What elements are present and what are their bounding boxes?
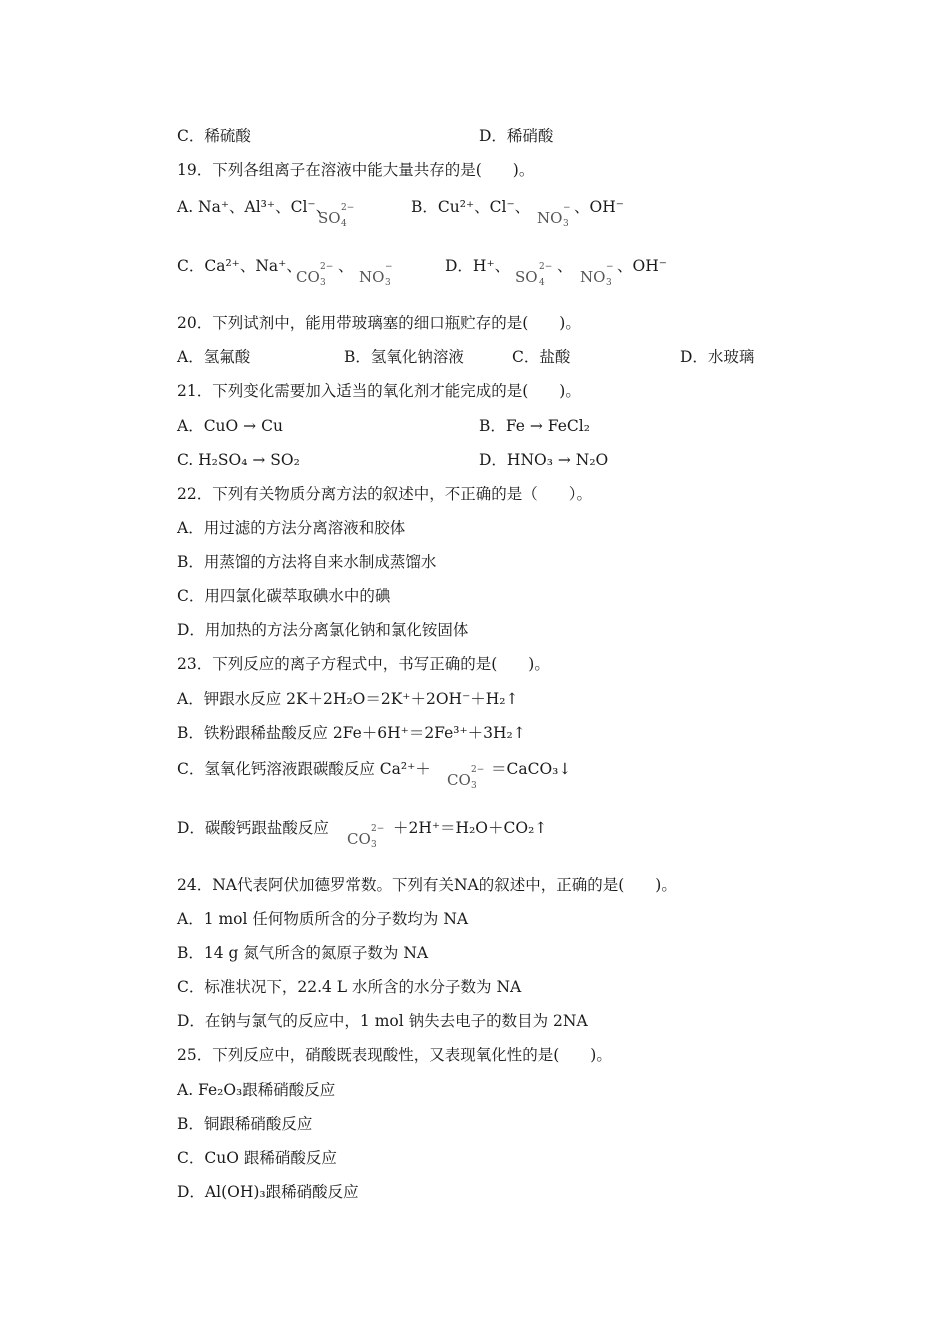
q22-stem: 22．下列有关物质分离方法的叙述中，不正确的是（ ）。 xyxy=(177,485,592,503)
ion-charge: − xyxy=(563,203,571,213)
ion-charge: 2− xyxy=(471,765,485,775)
ion-sub: 4 xyxy=(539,278,545,288)
q24-option-d: D．在钠与氯气的反应中，1 mol 钠失去电子的数目为 2NA xyxy=(177,1012,588,1030)
ion-no3: NO xyxy=(537,209,563,227)
ion-sub: 3 xyxy=(385,278,391,288)
ion-sub: 3 xyxy=(606,278,612,288)
ion-charge: 2− xyxy=(341,203,355,213)
q21-option-a: A．CuO → Cu xyxy=(177,417,283,435)
q20-option-c: C．盐酸 xyxy=(512,348,571,366)
ion-sub: 3 xyxy=(563,219,569,229)
q19-option-b: B．Cu²⁺、Cl⁻、 xyxy=(411,198,531,216)
ion-co3: CO xyxy=(447,771,471,789)
ion-charge: 2− xyxy=(539,262,553,272)
ion-sub: 3 xyxy=(371,840,377,850)
ion-charge: 2− xyxy=(320,262,334,272)
q24-stem: 24．NA代表阿伏加德罗常数。下列有关NA的叙述中，正确的是( )。 xyxy=(177,876,677,894)
q24-option-c: C．标准状况下，22.4 L 水所含的水分子数为 NA xyxy=(177,978,522,996)
ion-so4: SO xyxy=(515,268,538,286)
ion-sub: 3 xyxy=(471,781,477,791)
q20-option-a: A．氢氟酸 xyxy=(177,348,251,366)
q20-stem: 20．下列试剂中，能用带玻璃塞的细口瓶贮存的是( )。 xyxy=(177,314,581,332)
q19-option-a: A. Na⁺、Al³⁺、Cl⁻、 xyxy=(177,198,332,216)
q22-option-c: C．用四氯化碳萃取碘水中的碘 xyxy=(177,587,391,605)
q21-stem: 21．下列变化需要加入适当的氧化剂才能完成的是( )。 xyxy=(177,382,581,400)
q22-option-a: A．用过滤的方法分离溶液和胶体 xyxy=(177,519,406,537)
ion-co3: CO xyxy=(347,830,371,848)
ion-charge: − xyxy=(606,262,614,272)
q25-option-b: B．铜跟稀硝酸反应 xyxy=(177,1115,313,1133)
q20-option-d: D．水玻璃 xyxy=(680,348,755,366)
q25-option-c: C．CuO 跟稀硝酸反应 xyxy=(177,1149,337,1167)
ion-charge: 2− xyxy=(371,824,385,834)
q18-option-c: C．稀硫酸 xyxy=(177,127,251,145)
q19-option-c: C．Ca²⁺、Na⁺、 xyxy=(177,257,302,275)
q23-option-c-tail: ＝CaCO₃↓ xyxy=(491,760,572,778)
q20-option-b: B．氢氧化钠溶液 xyxy=(344,348,464,366)
q19-option-d: D．H⁺、 xyxy=(445,257,511,275)
ion-co3: CO xyxy=(296,268,320,286)
q21-option-d: D．HNO₃ → N₂O xyxy=(479,451,609,469)
q25-option-d: D．Al(OH)₃跟稀硝酸反应 xyxy=(177,1183,359,1201)
q23-option-b: B．铁粉跟稀盐酸反应 2Fe＋6H⁺＝2Fe³⁺＋3H₂↑ xyxy=(177,724,526,742)
q22-option-b: B．用蒸馏的方法将自来水制成蒸馏水 xyxy=(177,553,437,571)
q25-option-a: A. Fe₂O₃跟稀硝酸反应 xyxy=(177,1081,336,1099)
q25-stem: 25．下列反应中，硝酸既表现酸性，又表现氧化性的是( )。 xyxy=(177,1046,612,1064)
q23-option-a: A．钾跟水反应 2K＋2H₂O＝2K⁺＋2OH⁻＋H₂↑ xyxy=(177,690,519,708)
q23-stem: 23．下列反应的离子方程式中，书写正确的是( )。 xyxy=(177,655,550,673)
ion-charge: − xyxy=(385,262,393,272)
q18-option-d: D．稀硝酸 xyxy=(479,127,554,145)
q19-option-c-sep: 、 xyxy=(338,257,354,275)
ion-no3: NO xyxy=(580,268,606,286)
ion-so4: SO xyxy=(318,209,341,227)
q23-option-c: C．氢氧化钙溶液跟碳酸反应 Ca²⁺＋ xyxy=(177,760,431,778)
q24-option-a: A．1 mol 任何物质所含的分子数均为 NA xyxy=(177,910,469,928)
q19-stem: 19．下列各组离子在溶液中能大量共存的是( )。 xyxy=(177,161,535,179)
q19-option-d-sep: 、 xyxy=(557,257,573,275)
q24-option-b: B．14 g 氮气所含的氮原子数为 NA xyxy=(177,944,429,962)
q23-option-d-tail: ＋2H⁺＝H₂O＋CO₂↑ xyxy=(393,819,548,837)
q23-option-d: D．碳酸钙跟盐酸反应 xyxy=(177,819,329,837)
q22-option-d: D．用加热的方法分离氯化钠和氯化铵固体 xyxy=(177,621,469,639)
q21-option-c: C. H₂SO₄ → SO₂ xyxy=(177,451,300,469)
ion-no3: NO xyxy=(359,268,385,286)
ion-sub: 3 xyxy=(320,278,326,288)
q19-option-d-tail: 、OH⁻ xyxy=(617,257,667,275)
q21-option-b: B．Fe → FeCl₂ xyxy=(479,417,590,435)
q19-option-b-tail: 、OH⁻ xyxy=(574,198,624,216)
ion-sub: 4 xyxy=(341,219,347,229)
